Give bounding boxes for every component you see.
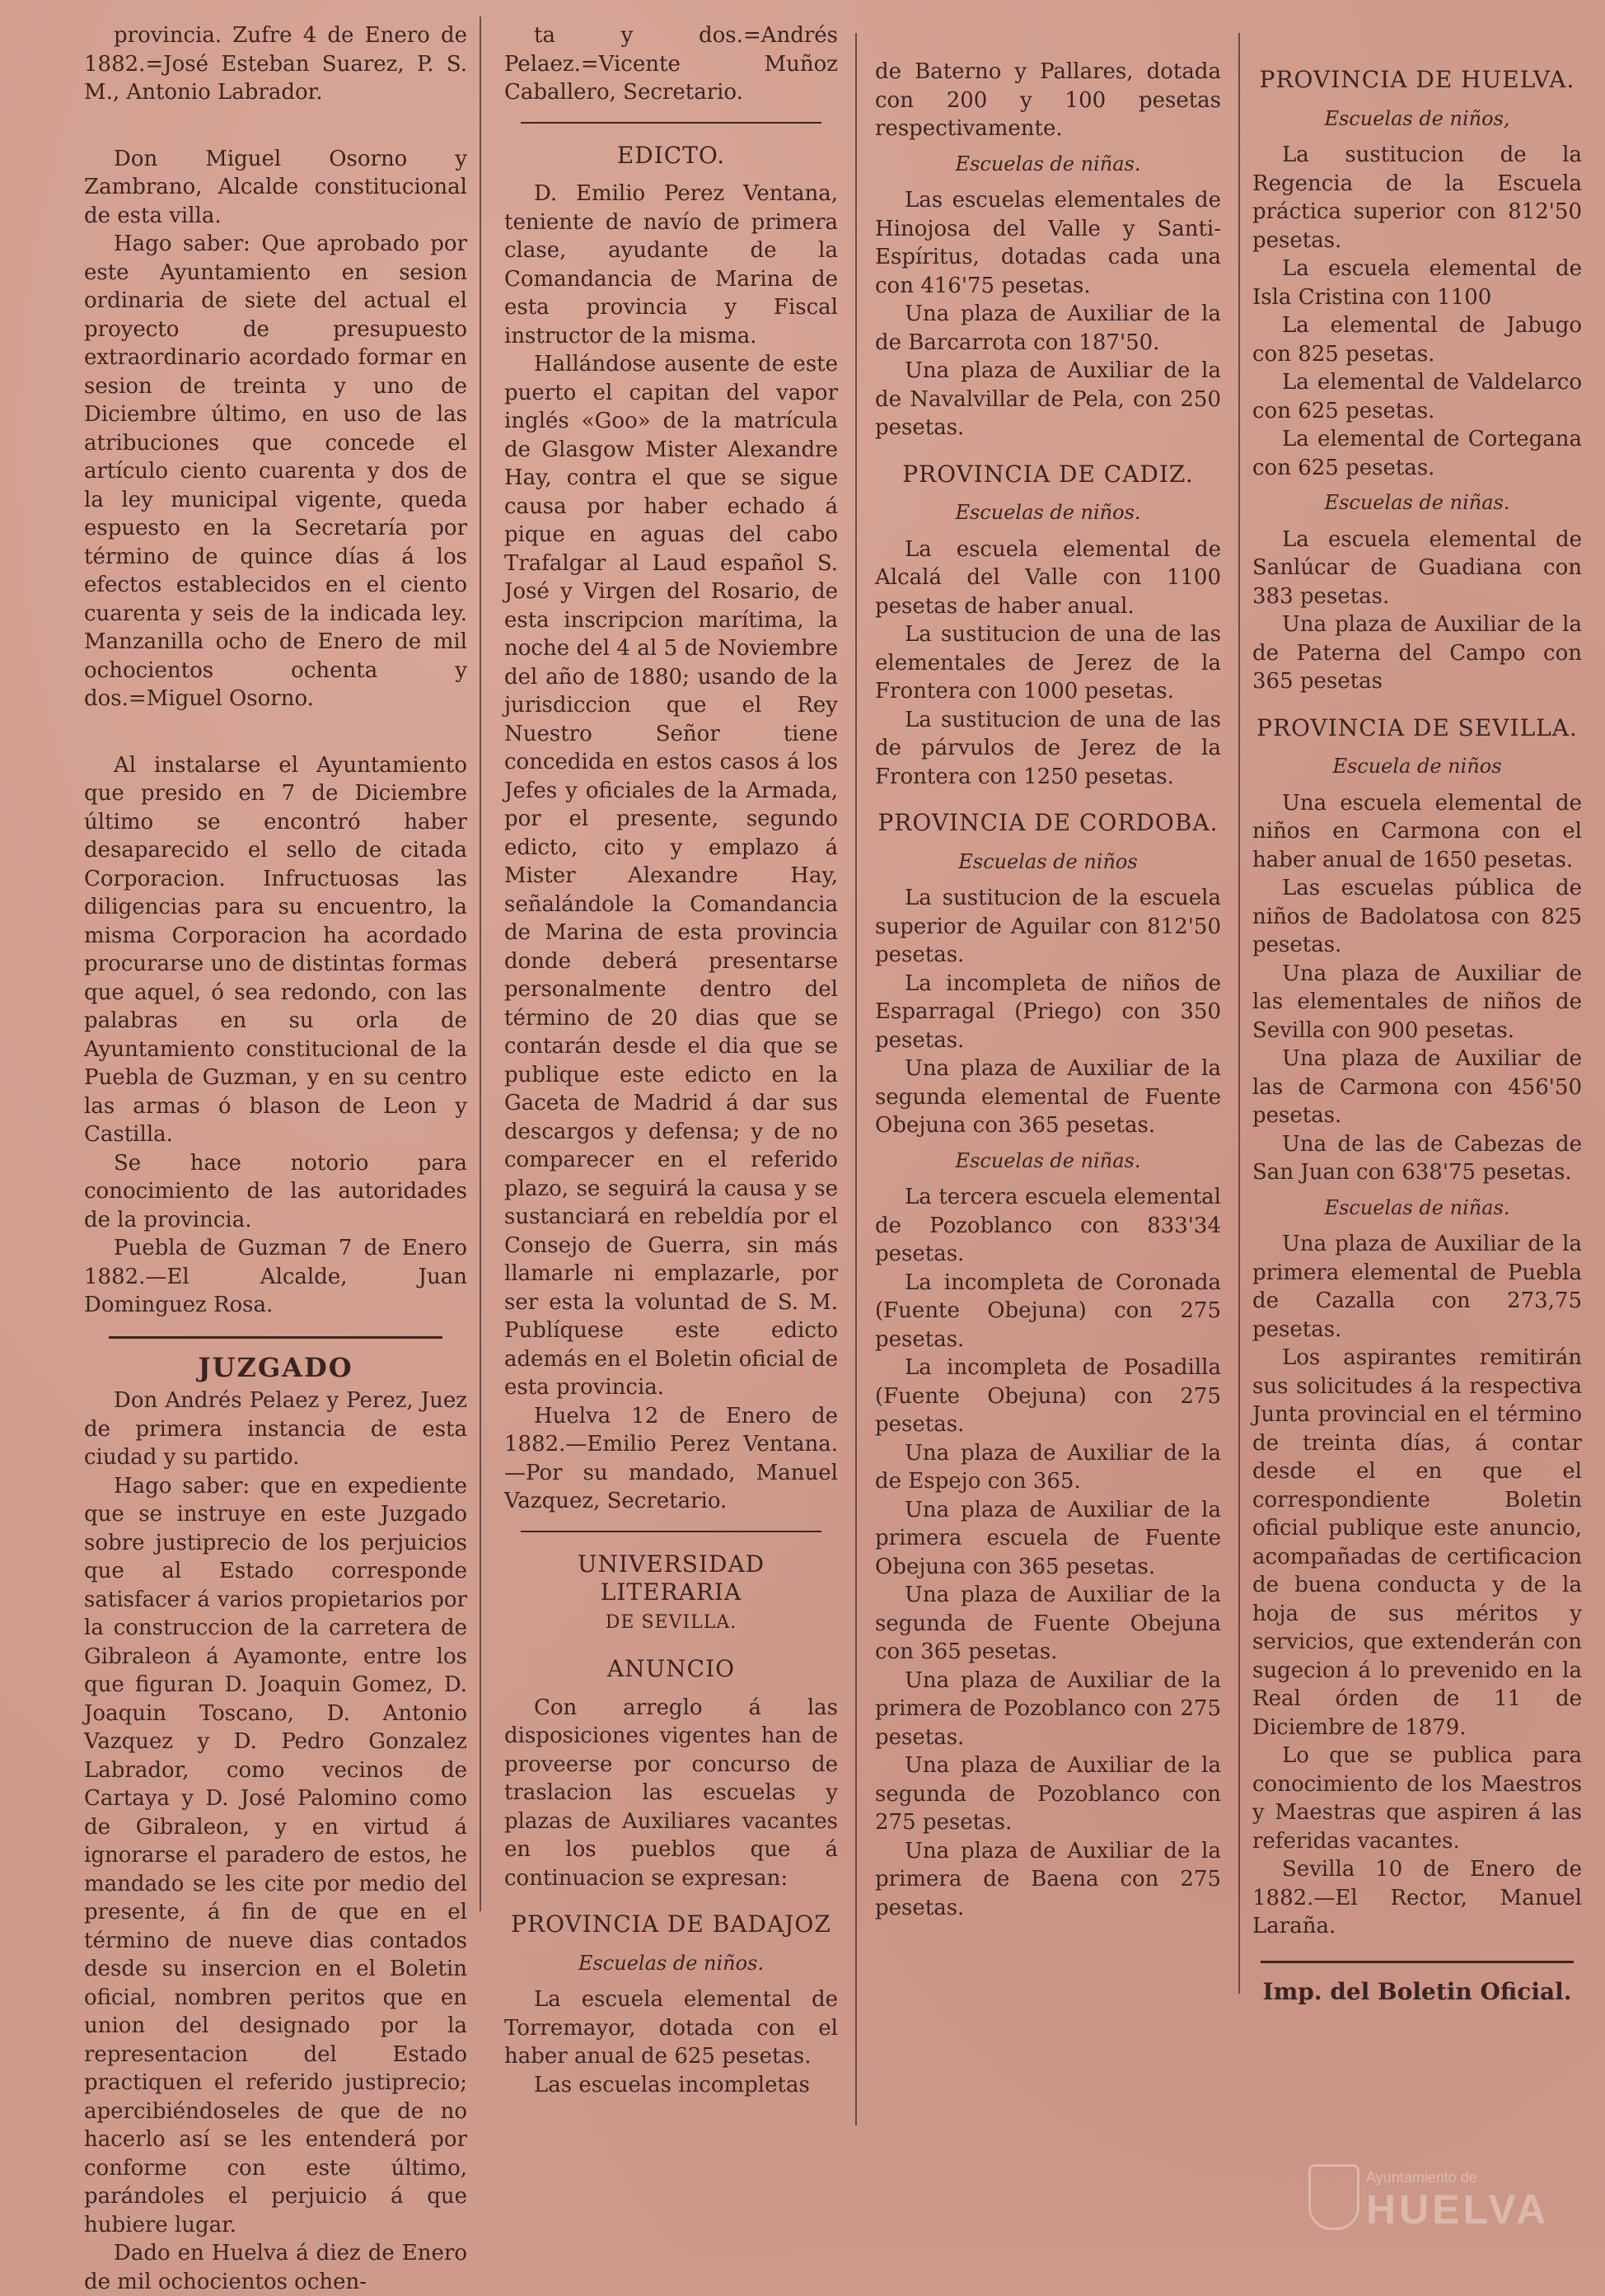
paragraph: Don Andrés Pelaez y Perez, Juez de primera instancia de esta ciudad y su partido. bbox=[84, 1388, 467, 1470]
section-heading-anuncio: ANUNCIO bbox=[606, 1655, 736, 1682]
paragraph: Una de las de Cabezas de San Juan con 638'75 pesetas. bbox=[1252, 1131, 1582, 1185]
paragraph: Las escuelas pública de niños de Badolatosa con 825 pesetas. bbox=[1252, 876, 1582, 957]
paragraph: La escuela elemental de Alcalá del Valle con 1100 pesetas de haber anual. bbox=[875, 536, 1221, 619]
paragraph: La tercera escuela elemental de Pozoblanco con 833'34 pesetas. bbox=[875, 1185, 1221, 1266]
school-subheading: Escuelas de niños. bbox=[955, 501, 1141, 524]
paragraph: Se hace notorio para conocimiento de las autoridades de la provincia. bbox=[84, 1150, 467, 1232]
paragraph: La sustitucion de una de las elementales de Jerez de la Frontera con 1000 pesetas. bbox=[875, 622, 1221, 704]
paragraph: Una plaza de Auxiliar de la primera de Baena con 275 pesetas. bbox=[875, 1838, 1221, 1920]
paragraph: Hallándose ausente de este puerto el capitan del vapor inglés «Goo» de la matrícula de Glasgow Mister Alexandre Hay, contra el que se sigue causa por haber echado á pique en aguas del cabo Trafalgar al Laud español S. José y Virgen del Rosario, de esta inscripcion marítima, la noche del 4 al 5 de Noviembre del año de 1880; usando de la jurisdiccion que el Rey Nuestro Señor tiene concedida en estos casos á los Jefes y oficiales de la Armada, por el presente, segundo edicto, cito y emplazo á Mister Alexandre Hay, señalándole la Comandancia de Marina de esta provincia donde deberá presentarse personalmente dentro del término de 20 dias que se contarán desde el dia que se publique este edicto en la Gaceta de Madrid á dar sus descargos y defensa; y de no comparecer en el referido plazo, se seguirá la causa y se sustanciará en rebeldía por el Consejo de Guerra, sin más llamarle ni emplazarle, por ser esta la voluntad de S. M. Publíquese este edicto además en el Boletin oficial de esta provincia. bbox=[504, 352, 838, 1400]
paragraph: Una plaza de Auxiliar de la de Espejo con 365. bbox=[875, 1440, 1221, 1494]
printer-imprint: Imp. del Boletin Oficial. bbox=[1262, 1977, 1572, 2005]
column-rule-3 bbox=[1238, 33, 1240, 1994]
paragraph: Los aspirantes remitirán sus solicitudes á la respectiva Junta provincial en el término de treinta días, á contar desde el en que el correspondiente Boletin oficial publique este anuncio, acompañadas de certificacion de buena conducta y de la hoja de sus méritos y servicios, que extenderán con sugecion á lo prevenido en la Real órden de 11 de Diciembre de 1879. bbox=[1252, 1345, 1582, 1740]
school-subheading: Escuelas de niñas. bbox=[955, 152, 1141, 175]
school-subheading: Escuelas de niñas. bbox=[1324, 1195, 1510, 1219]
coat-of-arms-icon bbox=[1308, 2164, 1359, 2230]
watermark-top-text: Ayuntamiento de bbox=[1366, 2169, 1477, 2186]
paragraph: Una plaza de Auxiliar de la primera de Pozoblanco con 275 pesetas. bbox=[875, 1667, 1221, 1750]
section-rule bbox=[521, 122, 821, 124]
paragraph: Las escuelas incompletas bbox=[534, 2072, 810, 2097]
paragraph: Huelva 12 de Enero de 1882.—Emilio Perez Ventana.—Por su mandado, Manuel Vazquez, Secretario. bbox=[504, 1403, 838, 1513]
school-subheading: Escuelas de niñas. bbox=[955, 1148, 1141, 1172]
paragraph: Al instalarse el Ayuntamiento que presido en 7 de Diciembre último se encontró haber desaparecido el sello de citada Corporacion. Infructuosas las diligencias para su encuentro, la misma Corporacion ha acordado procurarse uno de distintas formas que aquel, ó sea redondo, con las palabras en su orla de Ayuntamiento constitucional de la Puebla de Guzman, y en su centro las armas ó blason de Leon y Castilla. bbox=[84, 752, 467, 1147]
paragraph: Una plaza de Auxiliar de las de Carmona con 456'50 pesetas. bbox=[1252, 1046, 1582, 1128]
column-4 bbox=[1252, 58, 1582, 2200]
paragraph: La escuela elemental de Isla Cristina con 1100 bbox=[1252, 256, 1582, 310]
column-rule-2 bbox=[855, 33, 857, 2125]
section-rule bbox=[1261, 1961, 1574, 1963]
school-subheading: Escuelas de niños, bbox=[1324, 106, 1510, 130]
province-heading: PROVINCIA DE SEVILLA. bbox=[1256, 713, 1578, 741]
paragraph: Lo que se publica para conocimiento de los Maestros y Maestras que aspiren á las referidas vacantes. bbox=[1252, 1743, 1582, 1854]
paragraph: La incompleta de niños de Esparragal (Priego) con 350 pesetas. bbox=[875, 970, 1221, 1053]
paragraph: D. Emilio Perez Ventana, teniente de navío de primera clase, ayudante de la Comandancia de Marina de esta provincia y Fiscal instructor de la misma. bbox=[504, 181, 838, 348]
paragraph: La incompleta de Posadilla (Fuente Obejuna) con 275 pesetas. bbox=[875, 1355, 1221, 1437]
column-3 bbox=[875, 58, 1221, 2200]
province-heading: PROVINCIA DE CADIZ. bbox=[902, 460, 1194, 488]
paragraph: La incompleta de Coronada (Fuente Obejuna) con 275 pesetas. bbox=[875, 1270, 1221, 1352]
province-heading: PROVINCIA DE BADAJOZ bbox=[511, 1910, 831, 1938]
column-rule-1 bbox=[480, 16, 481, 1911]
paragraph: Don Miguel Osorno y Zambrano, Alcalde constitucional de esta villa. bbox=[84, 146, 467, 228]
paragraph: Una plaza de Auxiliar de la de Paterna del Campo con 365 pesetas bbox=[1252, 612, 1582, 694]
paragraph: Una plaza de Auxiliar de la de Navalvillar de Pela, con 250 pesetas. bbox=[875, 358, 1221, 440]
paragraph: Hago saber: que en expediente que se instruye en este Juzgado sobre justiprecio de los perjuicios que al Estado corresponde satisfacer á varios propietarios por la construccion de la carretera de Gibraleon á Ayamonte, entre los que figuran D. Joaquin Gomez, D. Joaquin Toscano, D. Antonio Vazquez y D. Pedro Gonzalez Labrador, como vecinos de Cartaya y D. José Palomino como de Gibraleon, y en virtud á ignorarse el paradero de estos, he mandado se les cite por medio del presente, á fin de que en el término de nueve dias contados desde su insercion en el Boletin oficial, nombren peritos que en union del designado por la representacion del Estado practiquen el referido justiprecio; apercibiéndoseles de que de no hacerlo así se les entenderá por conforme con este último, parándoles el perjuicio á que hubiere lugar. bbox=[84, 1473, 467, 2238]
paragraph: La sustitucion de la escuela superior de Aguilar con 812'50 pesetas. bbox=[875, 886, 1221, 967]
school-subheading: Escuelas de niños bbox=[958, 849, 1138, 873]
paragraph: Hago saber: Que aprobado por este Ayuntamiento en sesion ordinaria de siete del actual el proyecto de presupuesto extraordinario acordado formar en sesion de treinta y uno de Diciembre último, en uso de las atribuciones que concede el artículo ciento cuarenta y dos de la ley municipal vigente, queda espuesto en la Secretaría por término de quince días á los efectos establecidos en el ciento cuarenta y seis de la indicada ley. Manzanilla ocho de Enero de mil ochocientos ochenta y dos.=Miguel Osorno. bbox=[84, 231, 467, 711]
paragraph: Una plaza de Auxiliar de la de Barcarrota con 187'50. bbox=[875, 302, 1221, 355]
paragraph: Las escuelas elementales de Hinojosa del Valle y Santi-Espíritus, dotadas cada una con 416'75 pesetas. bbox=[875, 188, 1221, 298]
paragraph: de Baterno y Pallares, dotada con 200 y 100 pesetas respectivamente. bbox=[875, 59, 1221, 141]
paragraph: Una plaza de Auxiliar de la primera elemental de Puebla de Cazalla con 273,75 pesetas. bbox=[1252, 1232, 1582, 1342]
paragraph: Sevilla 10 de Enero de 1882.—El Rector, Manuel Laraña. bbox=[1252, 1857, 1582, 1938]
paragraph: Una plaza de Auxiliar de la segunda elemental de Fuente Obejuna con 365 pesetas. bbox=[875, 1056, 1221, 1138]
paragraph: ta y dos.=Andrés Pelaez.=Vicente Muñoz Caballero, Secretario. bbox=[504, 23, 838, 105]
school-subheading: Escuelas de niñas. bbox=[1324, 491, 1510, 514]
paragraph: La elemental de Cortegana con 625 pesetas. bbox=[1252, 427, 1582, 480]
watermark-bottom-text: HUELVA bbox=[1366, 2186, 1550, 2233]
school-subheading: Escuela de niños bbox=[1332, 755, 1502, 778]
province-heading: PROVINCIA DE CORDOBA. bbox=[877, 809, 1219, 836]
paragraph: La elemental de Jabugo con 825 pesetas. bbox=[1252, 313, 1582, 367]
paragraph: Una plaza de Auxiliar de la segunda de Pozoblanco con 275 pesetas. bbox=[875, 1753, 1221, 1835]
paragraph: La escuela elemental de Torremayor, dotada con el haber anual de 625 pesetas. bbox=[504, 1987, 838, 2069]
section-heading-edicto: EDICTO. bbox=[616, 141, 726, 169]
paragraph: provincia. Zufre 4 de Enero de 1882.=José Esteban Suarez, P. S. M., Antonio Labrador. bbox=[84, 23, 467, 105]
section-rule bbox=[521, 1531, 821, 1532]
column-1 bbox=[84, 16, 467, 2294]
section-heading-juzgado: JUZGADO bbox=[198, 1351, 353, 1383]
paragraph: Una plaza de Auxiliar de la primera escuela de Fuente Obejuna con 365 pesetas. bbox=[875, 1497, 1221, 1579]
paragraph: La escuela elemental de Sanlúcar de Guadiana con 383 pesetas. bbox=[1252, 526, 1582, 609]
paragraph: Una escuela elemental de niños en Carmona con el haber anual de 1650 pesetas. bbox=[1252, 790, 1582, 872]
paragraph: Dado en Huelva á diez de Enero de mil ochocientos ochen- bbox=[84, 2241, 467, 2294]
section-heading-universidad: UNIVERSIDAD LITERARIA bbox=[577, 1550, 765, 1606]
paragraph: Una plaza de Auxiliar de las elementales de niños de Sevilla con 900 pesetas. bbox=[1252, 961, 1582, 1043]
province-heading: PROVINCIA DE HUELVA. bbox=[1259, 66, 1575, 93]
archive-watermark bbox=[1300, 2158, 1572, 2232]
paragraph: Puebla de Guzman 7 de Enero 1882.—El Alcalde, Juan Dominguez Rosa. bbox=[84, 1236, 467, 1317]
paragraph: La sustitucion de la Regencia de la Escuela práctica superior con 812'50 pesetas. bbox=[1252, 143, 1582, 253]
paragraph: La elemental de Valdelarco con 625 pesetas. bbox=[1252, 370, 1582, 423]
section-subheading: DE SEVILLA. bbox=[605, 1611, 737, 1633]
paragraph: La sustitucion de una de las de párvulos de Jerez de la Frontera con 1250 pesetas. bbox=[875, 707, 1221, 789]
column-2 bbox=[504, 16, 838, 2200]
school-subheading: Escuelas de niños. bbox=[578, 1951, 765, 1975]
paragraph: Una plaza de Auxiliar de la segunda de Fuente Obejuna con 365 pesetas. bbox=[875, 1583, 1221, 1664]
paragraph: Con arreglo á las disposiciones vigentes han de proveerse por concurso de traslacion las escuelas y plazas de Auxiliares vacantes en los pueblos que á continuacion se expresan: bbox=[504, 1695, 838, 1891]
section-rule bbox=[109, 1336, 442, 1339]
